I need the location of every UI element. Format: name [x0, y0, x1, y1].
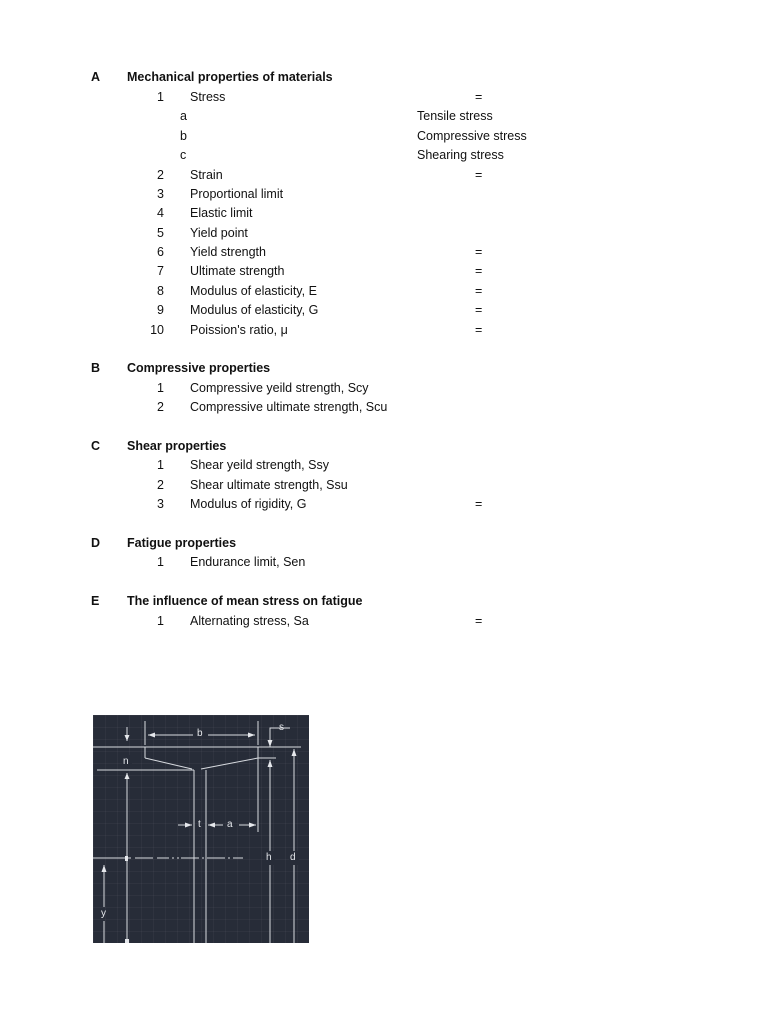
item-label: Ultimate strength — [190, 264, 285, 278]
dimension-label-a: a — [227, 819, 233, 830]
diagram-drawing — [93, 715, 309, 943]
list-item — [0, 321, 768, 340]
item-label: Yield strength — [190, 245, 266, 259]
section-c-header — [0, 437, 768, 456]
section-b-header — [0, 359, 768, 378]
list-item — [0, 398, 768, 417]
equals-sign: = — [475, 264, 483, 278]
equals-sign: = — [475, 323, 483, 337]
section-letter: E — [91, 594, 100, 608]
dimension-label-h: h — [266, 852, 272, 863]
section-title: Fatigue properties — [127, 536, 237, 550]
item-label: Alternating stress, Sa — [190, 614, 309, 628]
dimension-label-t: t — [198, 819, 201, 830]
list-item — [0, 476, 768, 495]
sub-item — [0, 146, 768, 165]
section-letter: C — [91, 439, 101, 453]
dimension-label-n: n — [123, 756, 129, 767]
item-label: Shear ultimate strength, Ssu — [190, 478, 348, 492]
equals-sign: = — [475, 497, 483, 511]
item-label: Shear yeild strength, Ssy — [190, 458, 329, 472]
list-item — [0, 456, 768, 475]
item-number: 1 — [157, 90, 164, 104]
section-letter: B — [91, 361, 101, 375]
item-number: 3 — [157, 187, 164, 201]
list-item — [0, 301, 768, 320]
item-label: Endurance limit, Sen — [190, 555, 306, 569]
item-number: 7 — [157, 264, 164, 278]
dimension-label-b: b — [197, 728, 203, 739]
sub-item — [0, 107, 768, 126]
item-number: 1 — [157, 555, 164, 569]
list-item — [0, 262, 768, 281]
section-title: Mechanical properties of materials — [127, 70, 333, 84]
sub-item-letter: a — [180, 109, 187, 123]
list-item — [0, 204, 768, 223]
item-label: Modulus of elasticity, E — [190, 284, 317, 298]
item-label: Strain — [190, 168, 223, 182]
item-number: 1 — [157, 614, 164, 628]
item-label: Compressive ultimate strength, Scu — [190, 400, 388, 414]
section-d-header — [0, 534, 768, 553]
sub-item — [0, 127, 768, 146]
t-beam-cross-section-diagram — [93, 715, 309, 943]
dimension-label-s: s — [279, 722, 284, 733]
dimension-label-d: d — [290, 852, 296, 863]
equals-sign: = — [475, 168, 483, 182]
item-label: Poission's ratio, μ — [190, 323, 288, 337]
item-label: Modulus of elasticity, G — [190, 303, 319, 317]
equals-sign: = — [475, 245, 483, 259]
item-number: 6 — [157, 245, 164, 259]
section-title: Shear properties — [127, 439, 227, 453]
item-number: 9 — [157, 303, 164, 317]
item-label: Stress — [190, 90, 226, 104]
list-item — [0, 224, 768, 243]
item-label: Modulus of rigidity, G — [190, 497, 307, 511]
dimension-label-y: y — [101, 908, 106, 919]
sub-item-value: Tensile stress — [417, 109, 493, 123]
list-item — [0, 612, 768, 631]
item-label: Elastic limit — [190, 206, 253, 220]
equals-sign: = — [475, 284, 483, 298]
item-number: 8 — [157, 284, 164, 298]
section-e-header — [0, 592, 768, 611]
item-number: 2 — [157, 400, 164, 414]
equals-sign: = — [475, 303, 483, 317]
list-item — [0, 166, 768, 185]
sub-item-value: Shearing stress — [417, 148, 504, 162]
item-number: 1 — [157, 458, 164, 472]
section-title: The influence of mean stress on fatigue — [127, 594, 363, 608]
item-label: Proportional limit — [190, 187, 284, 201]
item-number: 1 — [157, 381, 164, 395]
list-item — [0, 88, 768, 107]
sub-item-letter: c — [180, 148, 187, 162]
item-label: Yield point — [190, 226, 248, 240]
section-a-header — [0, 68, 768, 87]
item-number: 5 — [157, 226, 164, 240]
item-number: 2 — [157, 478, 164, 492]
section-title: Compressive properties — [127, 361, 271, 375]
item-number: 2 — [157, 168, 164, 182]
list-item — [0, 495, 768, 514]
sub-item-value: Compressive stress — [417, 129, 527, 143]
sub-item-letter: b — [180, 129, 187, 143]
item-number: 3 — [157, 497, 164, 511]
item-label: Compressive yeild strength, Scy — [190, 381, 369, 395]
list-item — [0, 379, 768, 398]
section-letter: D — [91, 536, 101, 550]
item-number: 10 — [150, 323, 164, 337]
section-letter: A — [91, 70, 101, 84]
list-item — [0, 185, 768, 204]
item-number: 4 — [157, 206, 164, 220]
list-item — [0, 553, 768, 572]
list-item — [0, 282, 768, 301]
equals-sign: = — [475, 90, 483, 104]
equals-sign: = — [475, 614, 483, 628]
list-item — [0, 243, 768, 262]
